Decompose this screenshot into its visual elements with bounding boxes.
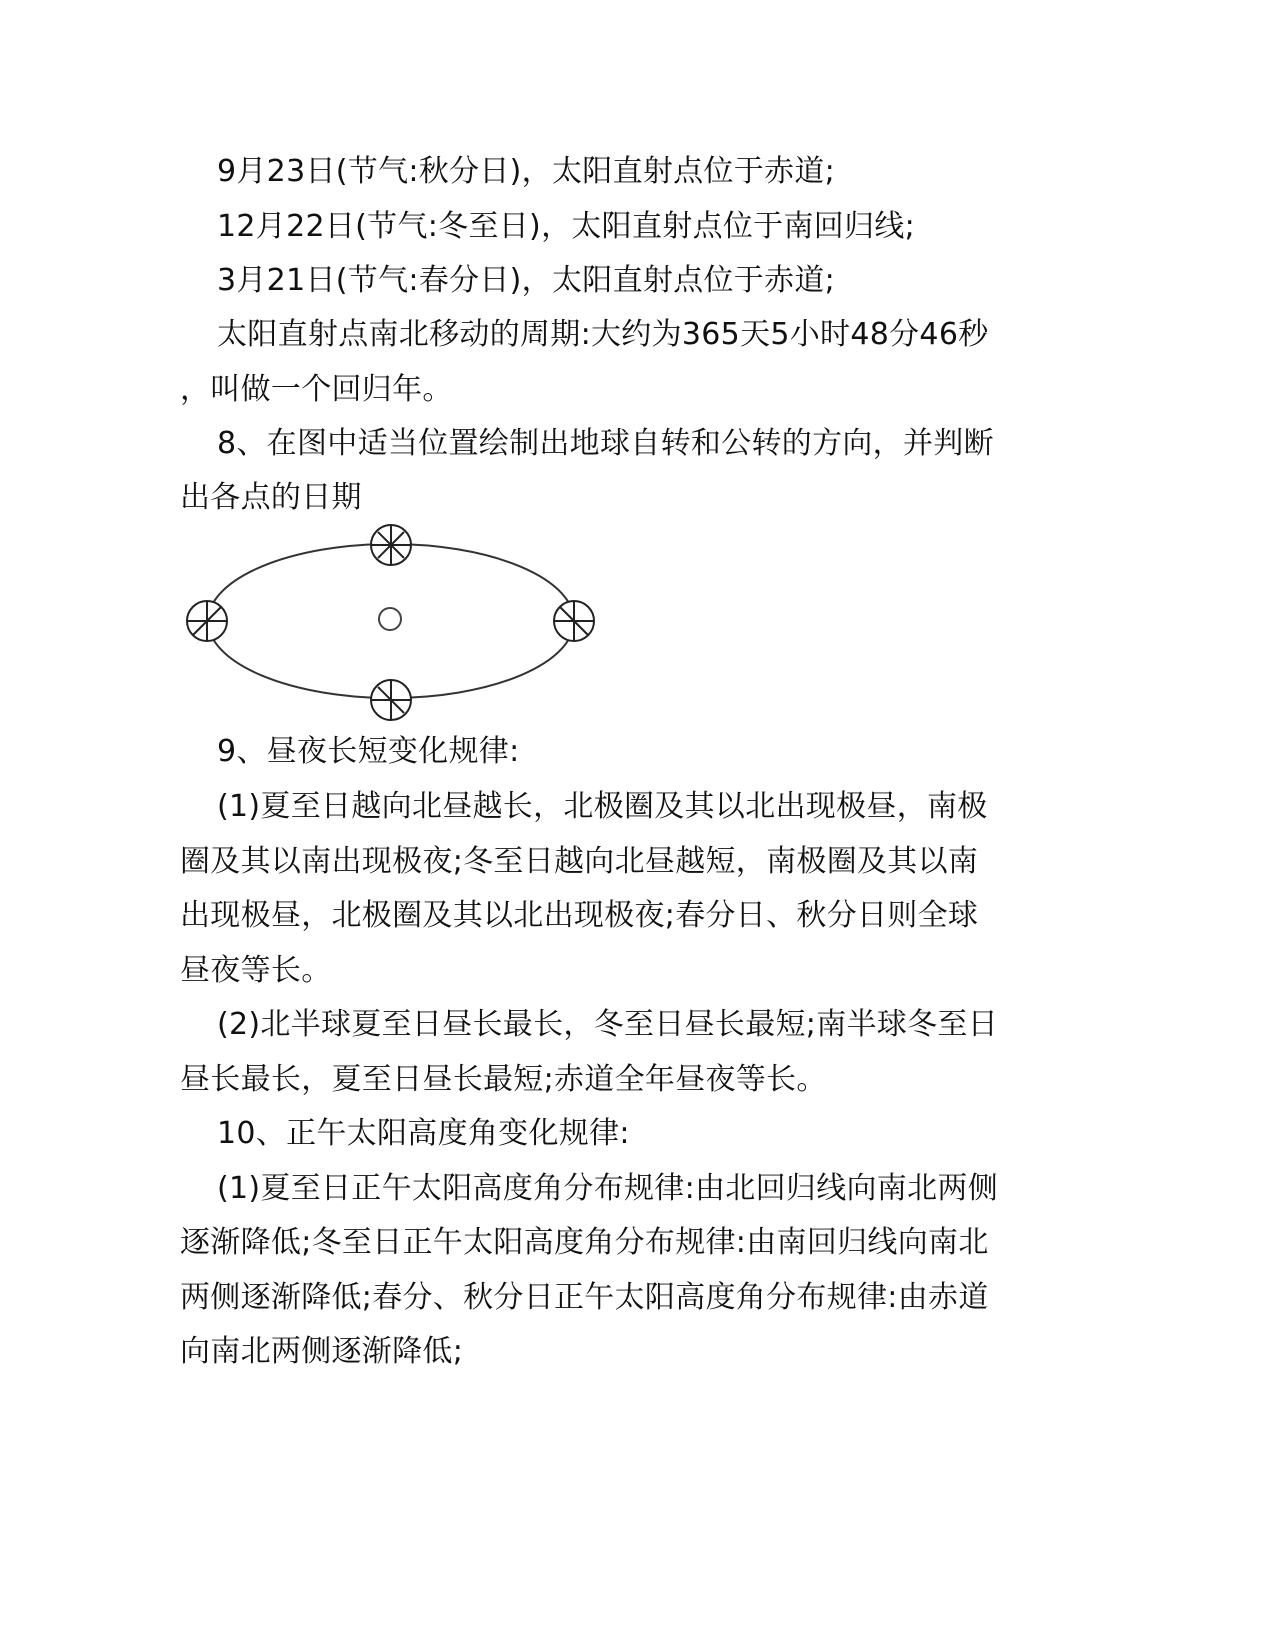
question-10-part1-line-1: (1)夏至日正午太阳高度角分布规律:由北回归线向南北两侧 xyxy=(217,1171,999,1206)
question-9-part2-line-1: (2)北半球夏至日昼长最长，冬至日昼长最短;南半球冬至日 xyxy=(217,1007,999,1042)
question-9-heading: 9、昼夜长短变化规律: xyxy=(217,734,520,769)
earth-right-icon xyxy=(554,601,594,641)
paragraph-line-spring-equinox: 3月21日(节气:春分日)，太阳直射点位于赤道; xyxy=(217,263,836,298)
question-10-part1-line-4: 向南北两侧逐渐降低; xyxy=(180,1334,464,1369)
question-9-part1-line-2: 圈及其以南出现极夜;冬至日越向北昼越短，南极圈及其以南 xyxy=(180,844,979,879)
question-9-part1-line-1: (1)夏至日越向北昼越长，北极圈及其以北出现极昼，南极 xyxy=(217,789,988,824)
question-10-part1-line-2: 逐渐降低;冬至日正午太阳高度角分布规律:由南回归线向南北 xyxy=(180,1225,989,1260)
question-10-heading: 10、正午太阳高度角变化规律: xyxy=(217,1116,630,1151)
question-9-part1-line-4: 昼夜等长。 xyxy=(180,953,332,988)
earth-orbit-diagram xyxy=(178,518,608,728)
question-10-part1-line-3: 两侧逐渐降低;春分、秋分日正午太阳高度角分布规律:由赤道 xyxy=(180,1280,989,1315)
earth-left-icon xyxy=(187,601,227,641)
paragraph-line-tropical-year: ，叫做一个回归年。 xyxy=(180,372,453,407)
paragraph-line-cycle: 太阳直射点南北移动的周期:大约为365天5小时48分46秒 xyxy=(217,317,989,352)
orbit-svg xyxy=(178,518,608,728)
earth-top-icon xyxy=(371,525,411,565)
question-8-line-1: 8、在图中适当位置绘制出地球自转和公转的方向，并判断 xyxy=(217,426,994,461)
paragraph-line-winter-solstice: 12月22日(节气:冬至日)，太阳直射点位于南回归线; xyxy=(217,209,916,244)
earth-bottom-icon xyxy=(371,680,411,720)
question-8-line-2: 出各点的日期 xyxy=(180,480,362,515)
question-9-part1-line-3: 出现极昼，北极圈及其以北出现极夜;春分日、秋分日则全球 xyxy=(180,898,979,933)
paragraph-line-autumn-equinox: 9月23日(节气:秋分日)，太阳直射点位于赤道; xyxy=(217,154,836,189)
sun-icon xyxy=(379,608,401,630)
question-9-part2-line-2: 昼长最长，夏至日昼长最短;赤道全年昼夜等长。 xyxy=(180,1062,827,1097)
